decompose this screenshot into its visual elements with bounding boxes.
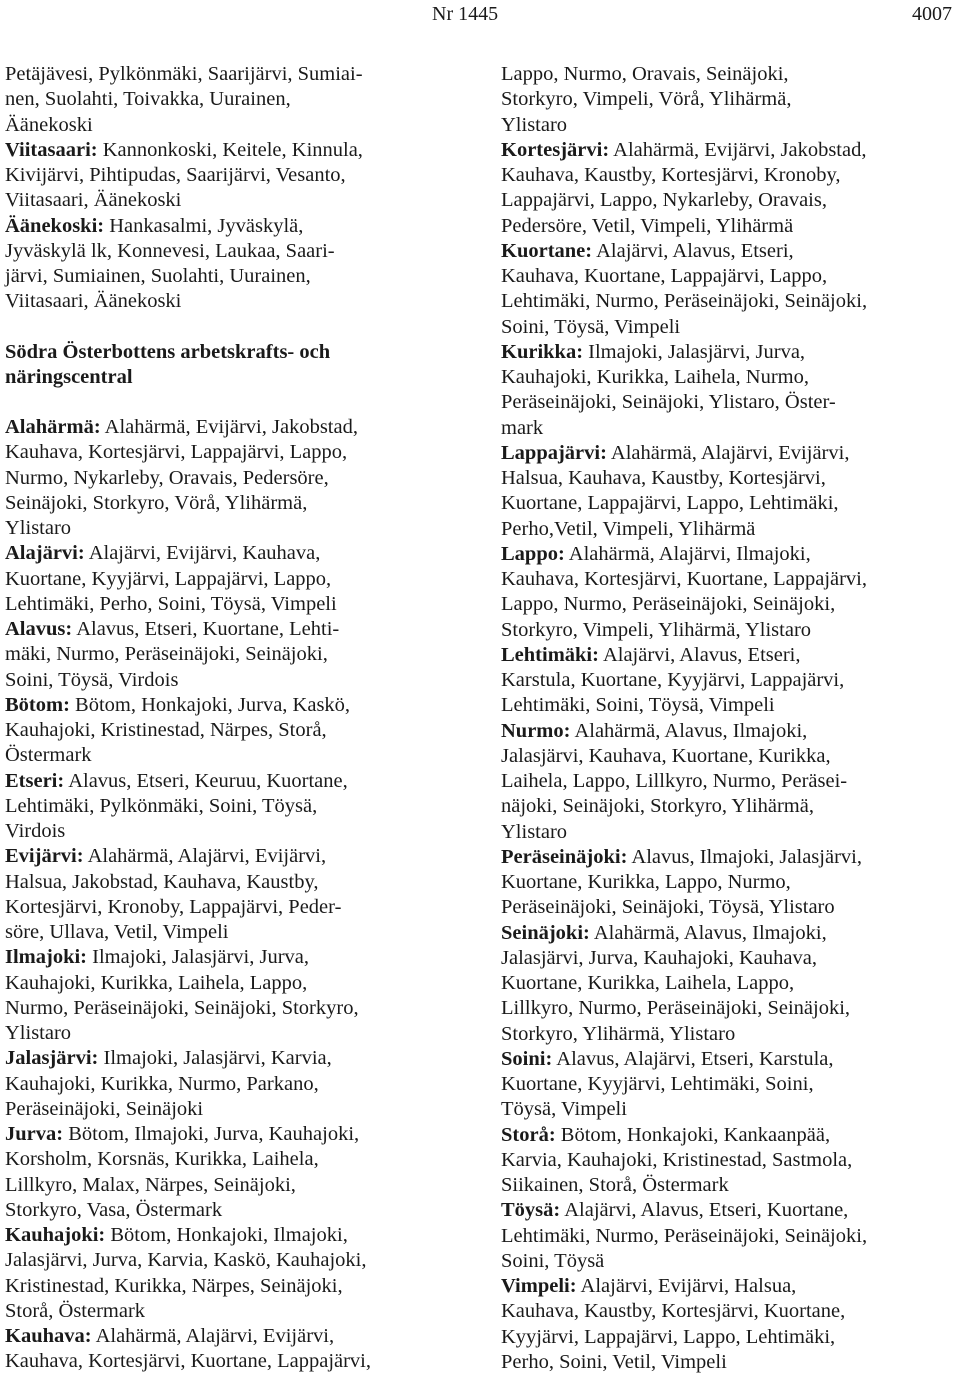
text-line xyxy=(5,1122,467,1147)
text-line xyxy=(5,516,467,541)
line-text: Pedersöre, Vetil, Vimpeli, Ylihärmä xyxy=(501,214,794,237)
municipality-label: Äänekoski: xyxy=(5,214,105,237)
line-text: Lehtimäki, Pylkönmäki, Soini, Töysä, xyxy=(5,794,318,817)
line-text: Viitasaari, Äänekoski xyxy=(5,290,182,313)
line-text: Bötom, Ilmajoki, Jurva, Kauhajoki, xyxy=(63,1123,360,1145)
line-text: Alahärmä, Evijärvi, Jakobstad, xyxy=(609,138,867,161)
text-line xyxy=(5,163,467,188)
line-text: Alahärmä, Alavus, Ilmajoki, xyxy=(589,921,827,944)
text-line xyxy=(5,870,467,895)
text-line xyxy=(5,819,467,844)
line-text: Alahärmä, Alajärvi, Ilmajoki, xyxy=(564,542,811,565)
line-text: Kauhava, Kaustby, Kortesjärvi, Kronoby, xyxy=(501,164,841,186)
text-line xyxy=(5,1046,467,1071)
text-line xyxy=(501,895,959,920)
text-line xyxy=(501,1274,959,1299)
text-line xyxy=(501,820,959,845)
line-text: Kannonkoski, Keitele, Kinnula, xyxy=(97,138,363,161)
text-line xyxy=(501,567,959,592)
text-line xyxy=(501,491,959,516)
text-line xyxy=(501,643,959,668)
text-line xyxy=(5,1274,467,1299)
municipality-label: Kuortane: xyxy=(501,239,593,262)
text-line xyxy=(501,441,959,466)
page-number: 4007 xyxy=(912,3,952,25)
line-text: söre, Ullava, Vetil, Vimpeli xyxy=(5,921,229,943)
line-text: Kauhava, Kortesjärvi, Lappajärvi, Lappo, xyxy=(5,441,348,464)
text-line xyxy=(501,1350,959,1375)
line-text: Lappo, Nurmo, Oravais, Seinäjoki, xyxy=(501,63,789,85)
text-line xyxy=(501,239,959,264)
line-text: Jalasjärvi, Kauhava, Kuortane, Kurikka, xyxy=(501,744,831,767)
text-line xyxy=(501,62,959,87)
left-column xyxy=(5,62,467,1375)
line-text: Halsua, Kauhava, Kaustby, Kortesjärvi, xyxy=(501,467,826,489)
line-text: Peräseinäjoki, Seinäjoki, Ylistaro, Öster- xyxy=(501,391,836,414)
line-text: Kuortane, Kyyjärvi, Lappajärvi, Lappo, xyxy=(5,567,332,590)
text-line xyxy=(501,794,959,819)
line-text: Hankasalmi, Jyväskylä, xyxy=(104,214,304,237)
text-line xyxy=(501,138,959,163)
line-text: Virdois xyxy=(5,820,66,842)
text-line xyxy=(5,1198,467,1223)
text-line xyxy=(5,844,467,869)
line-text: mäki, Nurmo, Peräseinäjoki, Seinäjoki, xyxy=(5,643,328,666)
line-text: Soini, Töysä, Vimpeli xyxy=(501,315,681,338)
text-line xyxy=(5,1299,467,1324)
municipality-label: Evijärvi: xyxy=(5,845,84,868)
line-text: Storkyro, Ylihärmä, Ylistaro xyxy=(501,1022,736,1045)
municipality-label: Etseri: xyxy=(5,769,65,792)
text-line xyxy=(501,517,959,542)
text-line xyxy=(5,239,467,264)
line-text: Äänekoski xyxy=(5,113,93,136)
text-line xyxy=(501,870,959,895)
text-line xyxy=(501,1198,959,1223)
text-line xyxy=(5,945,467,970)
line-text: Kauhajoki, Kurikka, Nurmo, Parkano, xyxy=(5,1072,319,1095)
line-text: Jalasjärvi, Jurva, Karvia, Kaskö, Kauhajoki, xyxy=(5,1249,367,1272)
text-line xyxy=(501,1299,959,1324)
line-text: Kuortane, Lappajärvi, Lappo, Lehtimäki, xyxy=(501,492,839,515)
line-text: mark xyxy=(501,416,544,439)
text-line xyxy=(5,466,467,491)
municipality-label: Töysä: xyxy=(501,1199,561,1222)
line-text: Lillkyro, Malax, Närpes, Seinäjoki, xyxy=(5,1173,296,1196)
text-line xyxy=(5,440,467,465)
text-line xyxy=(5,1173,467,1198)
text-line xyxy=(501,1173,959,1198)
text-line xyxy=(5,214,467,239)
municipality-label: Jalasjärvi: xyxy=(5,1047,99,1070)
text-line xyxy=(501,264,959,289)
section-heading-line: Södra Österbottens arbetskrafts- och xyxy=(5,340,331,363)
municipality-label: Alavus: xyxy=(5,618,73,640)
line-text: Siikainen, Storå, Östermark xyxy=(501,1174,729,1196)
text-line xyxy=(5,895,467,920)
text-line xyxy=(501,693,959,718)
line-text: Alajärvi, Alavus, Etseri, xyxy=(598,643,801,666)
text-line xyxy=(501,971,959,996)
text-line xyxy=(5,1248,467,1273)
line-text: Soini, Töysä xyxy=(501,1249,605,1272)
text-line xyxy=(5,264,467,289)
line-text: Perho, Soini, Vetil, Vimpeli xyxy=(501,1350,727,1373)
text-line xyxy=(5,920,467,945)
text-line xyxy=(501,1224,959,1249)
text-line xyxy=(5,971,467,996)
text-line xyxy=(501,1072,959,1097)
text-line xyxy=(5,138,467,163)
line-text: Lillkyro, Nurmo, Peräseinäjoki, Seinäjoki, xyxy=(501,997,851,1020)
text-line xyxy=(501,1097,959,1122)
text-line xyxy=(5,769,467,794)
line-text: Jyväskylä lk, Konnevesi, Laukaa, Saari- xyxy=(5,239,335,262)
text-line xyxy=(5,743,467,768)
text-line xyxy=(501,921,959,946)
line-text: Kauhajoki, Kurikka, Laihela, Lappo, xyxy=(5,971,308,994)
line-text: Alajärvi, Alavus, Etseri, xyxy=(592,239,794,262)
text-line xyxy=(501,1047,959,1072)
text-line xyxy=(5,567,467,592)
line-text: Lehtimäki, Perho, Soini, Töysä, Vimpeli xyxy=(5,592,337,615)
line-text: Storkyro, Vimpeli, Ylihärmä, Ylistaro xyxy=(501,618,812,641)
text-line xyxy=(5,1223,467,1248)
line-text: Kortesjärvi, Kronoby, Lappajärvi, Peder- xyxy=(5,895,342,918)
line-text: Lappo, Nurmo, Peräseinäjoki, Seinäjoki, xyxy=(501,593,836,616)
text-line xyxy=(501,340,959,365)
text-line xyxy=(501,315,959,340)
line-text: Alajärvi, Evijärvi, Halsua, xyxy=(576,1275,797,1297)
line-text: Karstula, Kuortane, Kyyjärvi, Lappajärvi, xyxy=(501,669,845,691)
text-line xyxy=(501,946,959,971)
text-line xyxy=(5,718,467,743)
line-text: Kauhajoki, Kurikka, Laihela, Nurmo, xyxy=(501,366,809,388)
text-line xyxy=(501,1022,959,1047)
line-text: Kristinestad, Kurikka, Närpes, Seinäjoki, xyxy=(5,1274,343,1297)
text-line xyxy=(501,188,959,213)
line-text: Alahärmä, Alajärvi, Evijärvi, xyxy=(91,1325,335,1347)
line-text: näjoki, Seinäjoki, Storkyro, Ylihärmä, xyxy=(501,795,814,818)
text-line xyxy=(501,466,959,491)
issue-number: Nr 1445 xyxy=(432,3,499,25)
municipality-label: Bötom: xyxy=(5,693,70,716)
text-line xyxy=(5,87,467,112)
text-line xyxy=(501,618,959,643)
line-text: Ylistaro xyxy=(501,113,568,136)
line-text: Alahärmä, Alajärvi, Evijärvi, xyxy=(606,441,850,464)
line-text: Lehtimäki, Nurmo, Peräseinäjoki, Seinäjoki, xyxy=(501,290,868,313)
line-text: Kauhava, Kortesjärvi, Kuortane, Lappajärvi, xyxy=(5,1350,372,1373)
text-line xyxy=(5,1021,467,1046)
line-text: Alajärvi, Evijärvi, Kauhava, xyxy=(84,542,321,565)
text-line xyxy=(5,592,467,617)
line-text: nen, Suolahti, Toivakka, Uurainen, xyxy=(5,88,291,111)
line-text: järvi, Sumiainen, Suolahti, Uurainen, xyxy=(5,265,311,287)
text-line xyxy=(5,188,467,213)
line-text: Jalasjärvi, Jurva, Kauhajoki, Kauhava, xyxy=(501,946,817,969)
text-line xyxy=(5,1147,467,1172)
municipality-label: Soini: xyxy=(501,1047,553,1070)
line-text: Nurmo, Peräseinäjoki, Seinäjoki, Storkyro, xyxy=(5,996,359,1019)
municipality-label: Peräseinäjoki: xyxy=(501,845,628,868)
text-line xyxy=(5,1324,467,1349)
section-heading xyxy=(5,340,467,391)
line-text: Storkyro, Vimpeli, Vörå, Ylihärmä, xyxy=(501,88,792,111)
municipality-label: Kauhava: xyxy=(5,1325,92,1347)
line-text: Kauhava, Kuortane, Lappajärvi, Lappo, xyxy=(501,265,828,287)
line-text: Lehtimäki, Nurmo, Peräseinäjoki, Seinäjoki, xyxy=(501,1224,868,1247)
line-text: Kuortane, Kyyjärvi, Lehtimäki, Soini, xyxy=(501,1073,814,1095)
line-text: Ilmajoki, Jalasjärvi, Karvia, xyxy=(98,1047,332,1070)
text-line xyxy=(5,1349,467,1374)
line-text: Soini, Töysä, Virdois xyxy=(5,668,179,691)
line-text: Östermark xyxy=(5,744,92,767)
text-line xyxy=(501,163,959,188)
line-text: Ilmajoki, Jalasjärvi, Jurva, xyxy=(87,946,310,969)
line-text: Bötom, Honkajoki, Kankaanpää, xyxy=(555,1123,831,1146)
text-line xyxy=(5,62,467,87)
text-line xyxy=(501,542,959,567)
text-line xyxy=(501,289,959,314)
line-text: Töysä, Vimpeli xyxy=(501,1098,627,1121)
text-line xyxy=(5,617,467,642)
line-text: Halsua, Jakobstad, Kauhava, Kaustby, xyxy=(5,870,319,893)
line-text: Perho,Vetil, Vimpeli, Ylihärmä xyxy=(501,517,756,540)
text-line xyxy=(501,744,959,769)
line-text: Ilmajoki, Jalasjärvi, Jurva, xyxy=(583,340,806,363)
line-text: Storå, Östermark xyxy=(5,1299,146,1322)
text-line xyxy=(5,289,467,314)
line-text: Kyyjärvi, Lappajärvi, Lappo, Lehtimäki, xyxy=(501,1325,836,1348)
text-line xyxy=(501,113,959,138)
line-text: Karvia, Kauhajoki, Kristinestad, Sastmola, xyxy=(501,1148,853,1171)
line-text: Ylistaro xyxy=(5,517,72,539)
text-line xyxy=(5,668,467,693)
text-line xyxy=(5,1097,467,1122)
line-text: Laihela, Lappo, Lillkyro, Nurmo, Peräsei- xyxy=(501,770,848,792)
line-text: Viitasaari, Äänekoski xyxy=(5,189,182,212)
section-heading-line: näringscentral xyxy=(5,365,133,388)
line-text: Bötom, Honkajoki, Ilmajoki, xyxy=(105,1224,348,1246)
line-text: Peräseinäjoki, Seinäjoki, Töysä, Ylistaro xyxy=(501,896,835,919)
line-text: Bötom, Honkajoki, Jurva, Kaskö, xyxy=(69,693,351,716)
line-text: Kauhava, Kortesjärvi, Kuortane, Lappajärvi, xyxy=(501,568,868,590)
line-text: Kauhava, Kaustby, Kortesjärvi, Kuortane, xyxy=(501,1300,846,1323)
text-line xyxy=(501,1123,959,1148)
text-line xyxy=(501,668,959,693)
municipality-label: Lehtimäki: xyxy=(501,643,599,666)
municipality-label: Lappo: xyxy=(501,542,565,565)
line-text: Kuortane, Kurikka, Lappo, Nurmo, xyxy=(501,871,791,893)
municipality-label: Nurmo: xyxy=(501,719,571,742)
text-line xyxy=(501,390,959,415)
text-line xyxy=(5,113,467,138)
text-line xyxy=(501,365,959,390)
municipality-label: Alajärvi: xyxy=(5,542,85,565)
municipality-label: Seinäjoki: xyxy=(501,921,590,944)
text-line xyxy=(501,719,959,744)
municipality-label: Kauhajoki: xyxy=(5,1224,106,1246)
text-line xyxy=(5,996,467,1021)
municipality-label: Vimpeli: xyxy=(501,1275,577,1297)
text-line xyxy=(501,1249,959,1274)
line-text: Kauhajoki, Kristinestad, Närpes, Storå, xyxy=(5,719,327,741)
line-text: Petäjävesi, Pylkönmäki, Saarijärvi, Sumiai- xyxy=(5,63,363,85)
text-line xyxy=(5,642,467,667)
text-line xyxy=(501,1148,959,1173)
text-line xyxy=(501,214,959,239)
line-text: Lappajärvi, Lappo, Nykarleby, Oravais, xyxy=(501,189,827,212)
line-text: Ylistaro xyxy=(501,820,568,843)
line-text: Lehtimäki, Soini, Töysä, Vimpeli xyxy=(501,694,775,717)
line-text: Nurmo, Nykarleby, Oravais, Pedersöre, xyxy=(5,466,329,489)
line-text: Alajärvi, Alavus, Etseri, Kuortane, xyxy=(560,1199,849,1222)
line-text: Alahärmä, Alavus, Ilmajoki, xyxy=(570,719,808,742)
line-text: Storkyro, Vasa, Östermark xyxy=(5,1198,223,1221)
text-line xyxy=(501,769,959,794)
text-line xyxy=(501,1325,959,1350)
text-line xyxy=(501,87,959,112)
line-text: Alavus, Etseri, Keuruu, Kuortane, xyxy=(64,769,348,792)
line-text: Peräseinäjoki, Seinäjoki xyxy=(5,1097,204,1120)
line-text: Alavus, Ilmajoki, Jalasjärvi, xyxy=(627,845,862,868)
municipality-label: Viitasaari: xyxy=(5,138,98,161)
municipality-label: Ilmajoki: xyxy=(5,946,87,969)
line-text: Alavus, Etseri, Kuortane, Lehti- xyxy=(72,618,340,640)
text-line xyxy=(501,592,959,617)
page-header xyxy=(0,0,960,30)
municipality-label: Jurva: xyxy=(5,1123,64,1145)
municipality-label: Lappajärvi: xyxy=(501,441,607,464)
text-line xyxy=(5,541,467,566)
line-text: Kuortane, Kurikka, Laihela, Lappo, xyxy=(501,972,795,994)
line-text: Seinäjoki, Storkyro, Vörå, Ylihärmä, xyxy=(5,491,308,514)
line-text: Alahärmä, Evijärvi, Jakobstad, xyxy=(100,416,358,438)
line-text: Alavus, Alajärvi, Etseri, Karstula, xyxy=(552,1047,834,1070)
municipality-label: Storå: xyxy=(501,1123,556,1146)
text-line xyxy=(501,416,959,441)
text-line xyxy=(5,1072,467,1097)
text-line xyxy=(5,693,467,718)
text-line xyxy=(5,794,467,819)
municipality-label: Kurikka: xyxy=(501,340,584,363)
text-line xyxy=(501,996,959,1021)
line-text: Alahärmä, Alajärvi, Evijärvi, xyxy=(83,845,327,868)
line-text: Kivijärvi, Pihtipudas, Saarijärvi, Vesanto, xyxy=(5,164,346,186)
text-line xyxy=(5,491,467,516)
line-text: Ylistaro xyxy=(5,1022,72,1044)
municipality-label: Kortesjärvi: xyxy=(501,138,610,161)
text-line xyxy=(501,845,959,870)
line-text: Korsholm, Korsnäs, Kurikka, Laihela, xyxy=(5,1148,319,1171)
right-column xyxy=(501,62,959,1375)
municipality-label: Alahärmä: xyxy=(5,416,101,438)
text-line xyxy=(5,415,467,440)
